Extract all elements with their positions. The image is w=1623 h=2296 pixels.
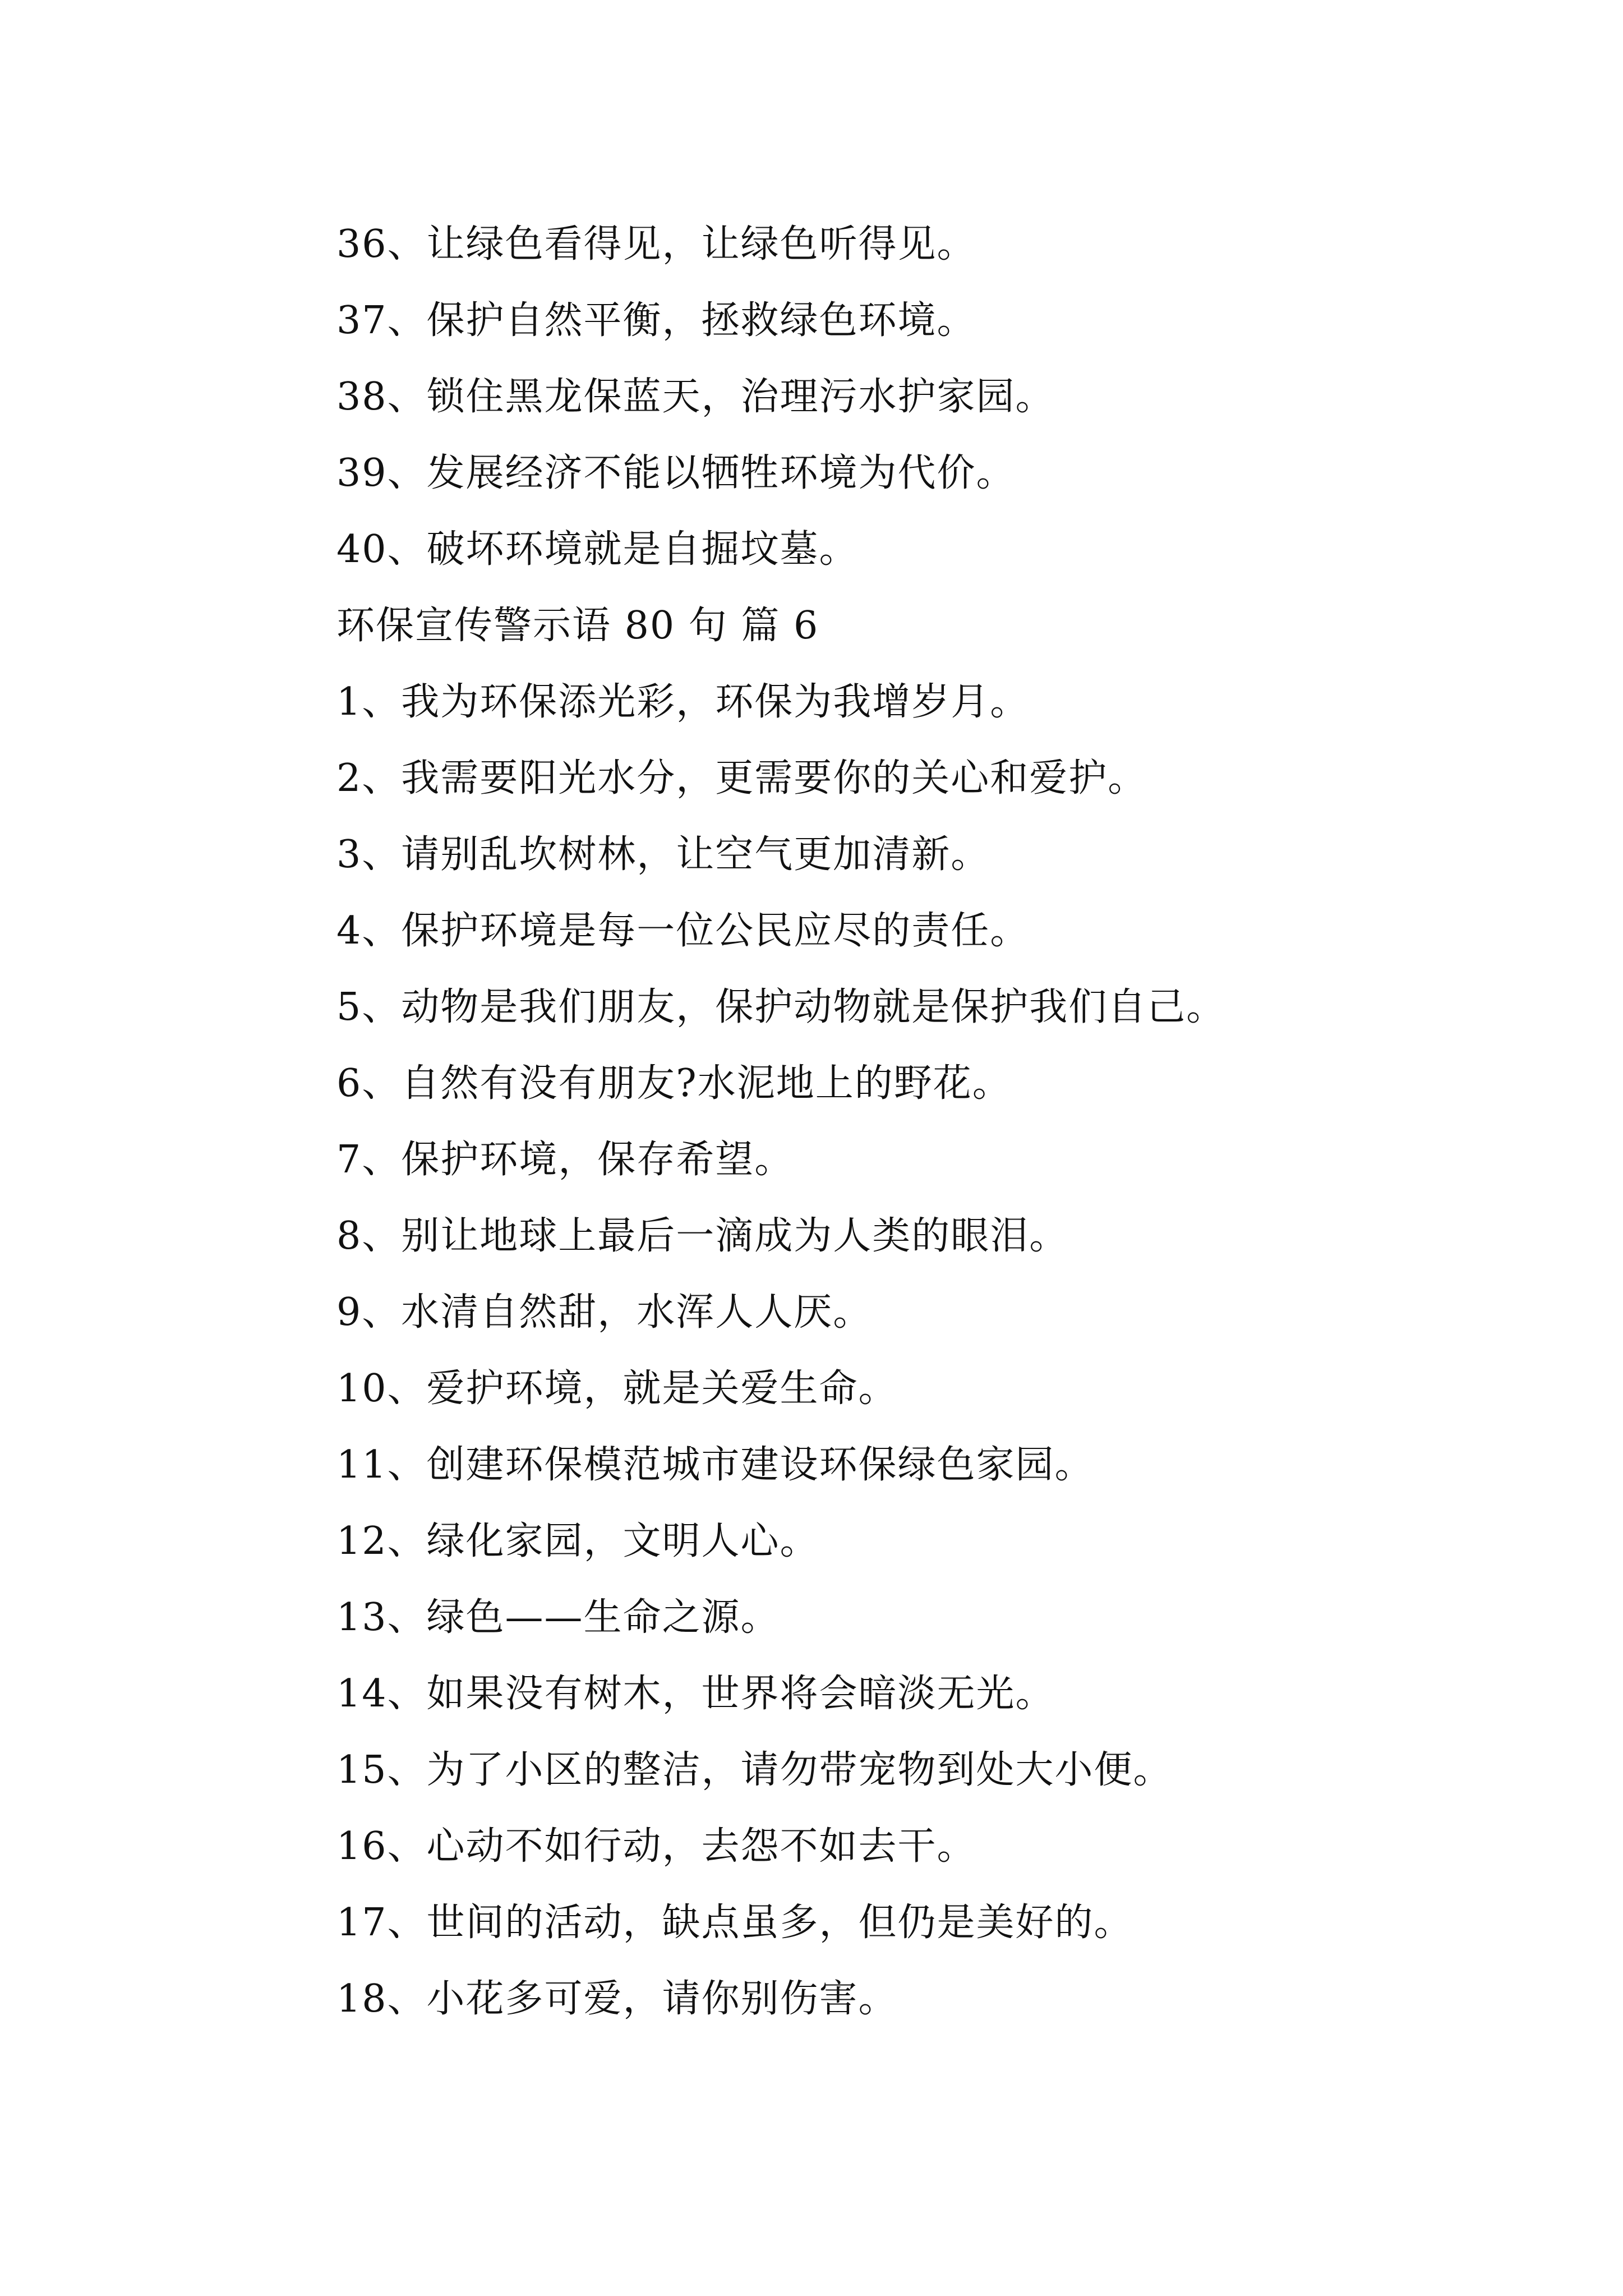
slogan-line-39: 39、发展经济不能以牺牲环境为代价。 (336, 451, 1016, 495)
slogan-line-8: 8、别让地球上最后一滴成为人类的眼泪。 (336, 1214, 1069, 1258)
slogan-line-36: 36、让绿色看得见，让绿色听得见。 (336, 222, 976, 266)
slogan-line-5: 5、动物是我们朋友，保护动物就是保护我们自己。 (336, 985, 1226, 1029)
slogan-line-40: 40、破坏环境就是自掘坟墓。 (336, 527, 859, 572)
slogan-line-11: 11、创建环保模范城市建设环保绿色家园。 (336, 1443, 1094, 1487)
slogan-line-14: 14、如果没有树木，世界将会暗淡无光。 (336, 1672, 1055, 1716)
slogan-line-3: 3、请别乱坎树林，让空气更加清新。 (336, 832, 990, 877)
slogan-line-12: 12、绿化家园，文明人心。 (336, 1519, 819, 1563)
slogan-line-38: 38、锁住黑龙保蓝天，治理污水护家园。 (336, 375, 1055, 419)
slogan-line-1: 1、我为环保添光彩，环保为我增岁月。 (336, 680, 1030, 724)
slogan-line-18: 18、小花多可爱，请你别伤害。 (336, 1977, 898, 2021)
slogan-line-2: 2、我需要阳光水分，更需要你的关心和爱护。 (336, 756, 1147, 800)
slogan-line-37: 37、保护自然平衡，拯救绿色环境。 (336, 298, 976, 343)
slogan-line-13: 13、绿色——生命之源。 (336, 1595, 780, 1640)
section-heading: 环保宣传警示语 80 句 篇 6 (336, 604, 819, 648)
document-body (336, 217, 1548, 2047)
slogan-line-6: 6、自然有没有朋友?水泥地上的野花。 (336, 1061, 1012, 1106)
slogan-line-4: 4、保护环境是每一位公民应尽的责任。 (336, 909, 1030, 953)
slogan-line-10: 10、爱护环境，就是关爱生命。 (336, 1366, 898, 1411)
slogan-line-17: 17、世间的活动，缺点虽多，但仍是美好的。 (336, 1901, 1133, 1945)
slogan-line-15: 15、为了小区的整洁，请勿带宠物到处大小便。 (336, 1748, 1173, 1792)
slogan-line-16: 16、心动不如行动，去怨不如去干。 (336, 1824, 976, 1869)
slogan-line-9: 9、水清自然甜，水浑人人厌。 (336, 1290, 873, 1335)
slogan-line-7: 7、保护环境，保存希望。 (336, 1138, 794, 1182)
